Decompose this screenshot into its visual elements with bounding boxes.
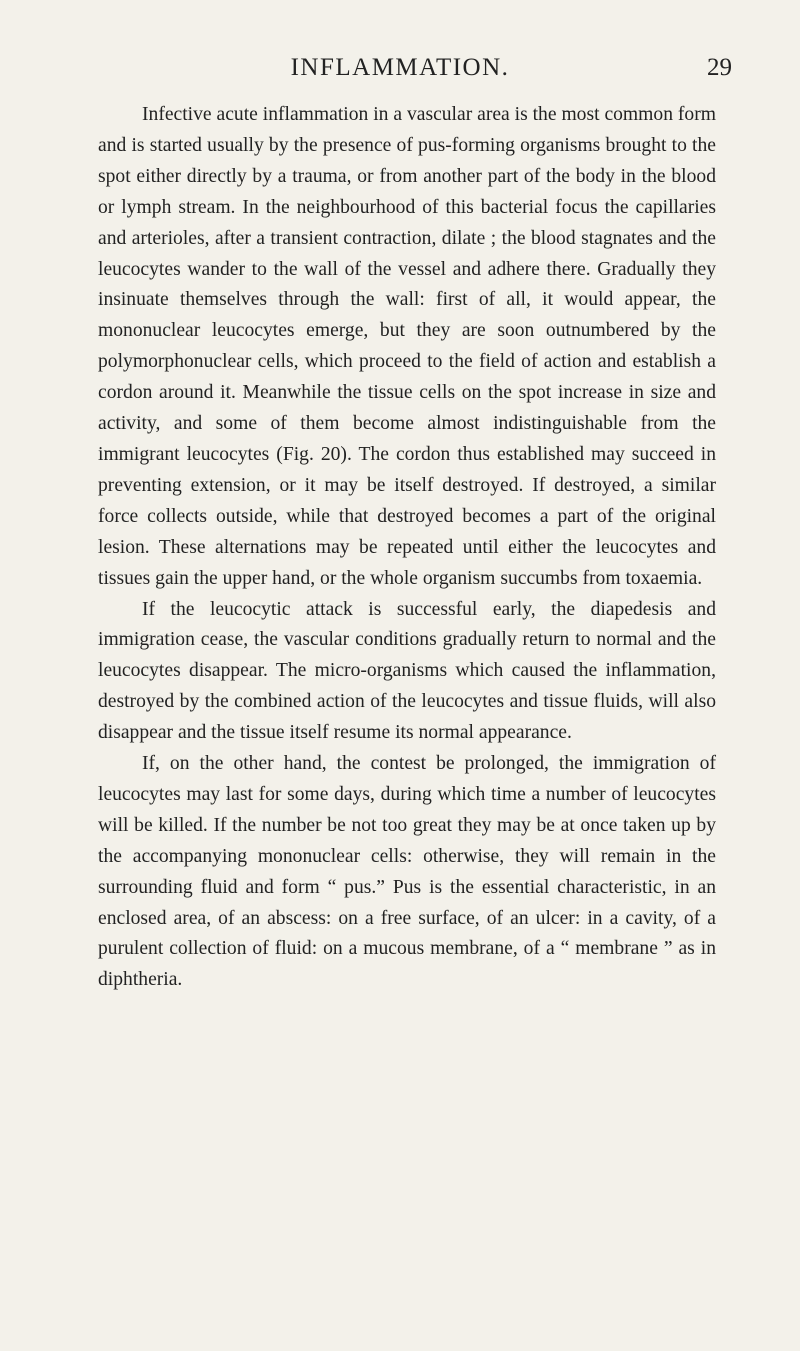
page-number: 29 xyxy=(707,54,732,81)
running-title: INFLAMMATION. xyxy=(290,54,510,81)
page-header xyxy=(0,54,800,88)
body-text xyxy=(98,100,716,996)
paragraph: Infective acute inflammation in a vascular area is the most common form and is started usually by the presence of pus-forming organisms brought to the spot either directly by a trauma, or from another part of the body in the blood or lymph stream. In the neighbourhood of this bacterial focus the capillaries and arterioles, after a transient contraction, dilate ; the blood stagnates and the leucocytes wander to the wall of the vessel and adhere there. Gradually they insinuate themselves through the wall: first of all, it would appear, the mononuclear leucocytes emerge, but they are soon outnumbered by the polymorphonuclear cells, which proceed to the field of action and establish a cordon around it. Meanwhile the tissue cells on the spot increase in size and activity, and some of them become almost indistinguishable from the immigrant leucocytes (Fig. 20). The cordon thus established may succeed in preventing extension, or it may be itself destroyed. If destroyed, a similar force collects outside, while that destroyed becomes a part of the original lesion. These alternations may be repeated until either the leucocytes and tissues gain the upper hand, or the whole organism succumbs from toxaemia. xyxy=(98,104,716,589)
paragraph: If the leucocytic attack is successful early, the diapedesis and immigration cease, the vascular conditions gradually return to normal and the leucocytes disappear. The micro-organisms which caused the inflammation, destroyed by the combined action of the leucocytes and tissue fluids, will also disappear and the tissue itself resume its normal appearance. xyxy=(98,598,716,744)
paragraph: If, on the other hand, the contest be prolonged, the immigration of leucocytes may last for some days, during which time a number of leucocytes will be killed. If the number be not too great they may be at once taken up by the accompanying mononuclear cells: otherwise, they will remain in the surrounding fluid and form “ pus.” Pus is the essential characteristic, in an enclosed area, of an abscess: on a free surface, of an ulcer: in a cavity, of a purulent collection of fluid: on a mucous membrane, of a “ membrane ” as in diphtheria. xyxy=(98,753,716,991)
